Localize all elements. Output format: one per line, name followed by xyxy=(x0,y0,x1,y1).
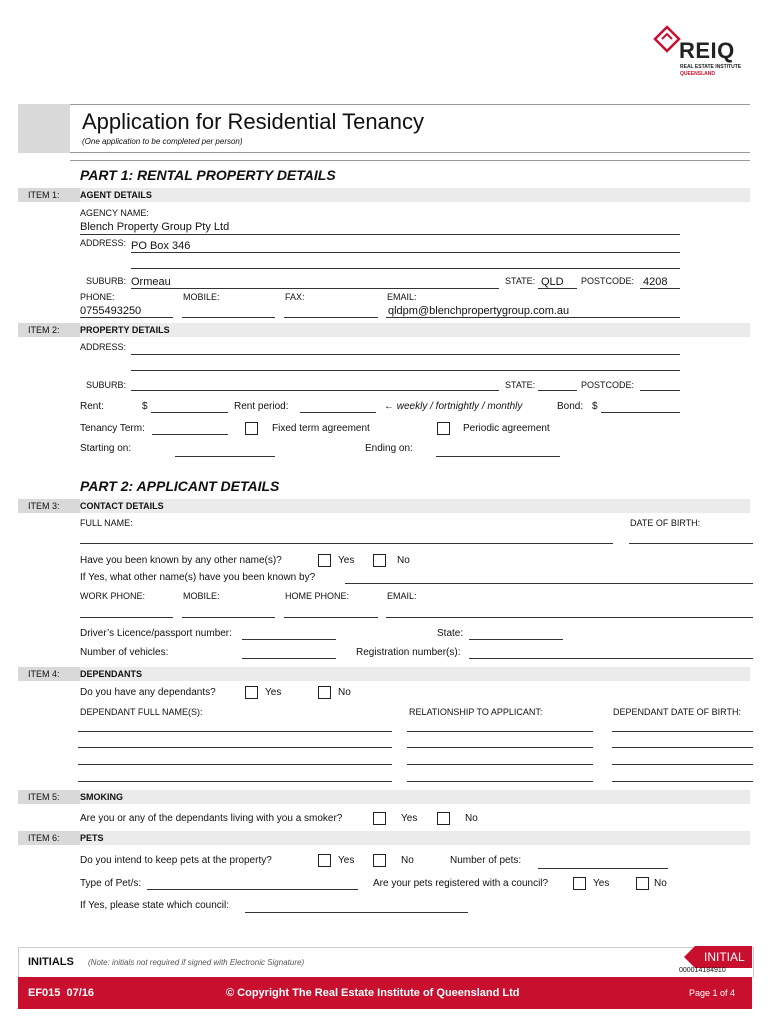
part1-heading: PART 1: RENTAL PROPERTY DETAILS xyxy=(80,167,336,183)
item6-label: ITEM 6: xyxy=(18,831,80,845)
pets-no-checkbox[interactable] xyxy=(373,854,386,867)
agency-name-value[interactable]: Blench Property Group Pty Ltd xyxy=(80,221,230,233)
rent-period-label: Rent period: xyxy=(234,401,289,412)
dependants-yes-checkbox[interactable] xyxy=(245,686,258,699)
dependant-dob-line[interactable] xyxy=(612,731,753,732)
smoking-yes-checkbox[interactable] xyxy=(373,812,386,825)
bond-line[interactable] xyxy=(601,412,680,413)
applicant-email-label: EMAIL: xyxy=(387,591,417,601)
pets-yes-checkbox[interactable] xyxy=(318,854,331,867)
registered-no-checkbox[interactable] xyxy=(636,877,649,890)
dependants-no-checkbox[interactable] xyxy=(318,686,331,699)
agency-name-line xyxy=(80,234,680,235)
property-suburb-label: SUBURB: xyxy=(86,380,127,390)
agent-email-label: EMAIL: xyxy=(387,292,417,302)
dependant-rel-line[interactable] xyxy=(407,781,593,782)
pets-yes-label: Yes xyxy=(338,855,355,866)
item1-label: ITEM 1: xyxy=(18,188,80,202)
dependant-relationship-col-label: RELATIONSHIP TO APPLICANT: xyxy=(409,707,543,717)
initials-note: (Note: initials not required if signed with Electronic Signature) xyxy=(88,958,305,967)
num-pets-label: Number of pets: xyxy=(450,855,522,866)
bond-currency: $ xyxy=(592,401,598,412)
property-suburb-line xyxy=(131,390,499,391)
council-line[interactable] xyxy=(245,912,468,913)
title-bottom-rule xyxy=(70,152,750,153)
rent-period-line[interactable] xyxy=(300,412,376,413)
known-other-yes-checkbox[interactable] xyxy=(318,554,331,567)
contact-details-bar: CONTACT DETAILS xyxy=(80,499,750,513)
dependant-name-line[interactable] xyxy=(78,764,392,765)
applicant-email-line[interactable] xyxy=(386,617,753,618)
title-double-rule xyxy=(70,160,750,161)
registration-line[interactable] xyxy=(469,658,753,659)
property-address-line2 xyxy=(131,370,680,371)
initials-label: INITIALS xyxy=(28,956,74,968)
pet-type-line[interactable] xyxy=(147,889,358,890)
vehicles-label: Number of vehicles: xyxy=(80,647,169,658)
agent-phone-line xyxy=(80,317,173,318)
title-top-rule xyxy=(70,104,750,105)
full-name-line[interactable] xyxy=(80,543,613,544)
agent-suburb-line xyxy=(131,288,499,289)
licence-state-label: State: xyxy=(437,628,464,639)
property-postcode-label: POSTCODE: xyxy=(581,380,635,390)
agent-email-line xyxy=(386,317,680,318)
periodic-label: Periodic agreement xyxy=(463,423,550,434)
item4-label: ITEM 4: xyxy=(18,667,80,681)
starting-on-line[interactable] xyxy=(175,456,275,457)
known-other-yes-label: Yes xyxy=(338,555,355,566)
logo-sub2: QUEENSLAND xyxy=(680,71,716,77)
pets-question: Do you intend to keep pets at the property? xyxy=(80,855,272,866)
agent-state-value[interactable]: QLD xyxy=(541,276,564,288)
work-phone-line[interactable] xyxy=(80,617,173,618)
num-pets-line[interactable] xyxy=(538,868,668,869)
dependant-dob-line[interactable] xyxy=(612,781,753,782)
vehicles-line[interactable] xyxy=(242,658,336,659)
dependants-bar: DEPENDANTS xyxy=(80,667,750,681)
property-postcode-line xyxy=(640,390,680,391)
dependants-no-label: No xyxy=(338,687,351,698)
pets-no-label: No xyxy=(401,855,414,866)
registered-no-label: No xyxy=(654,878,667,889)
known-other-no-checkbox[interactable] xyxy=(373,554,386,567)
pets-bar: PETS xyxy=(80,831,750,845)
other-names-question: If Yes, what other name(s) have you been known by? xyxy=(80,572,316,583)
tenancy-term-label: Tenancy Term: xyxy=(80,423,145,434)
initial-tab-label: INITIAL xyxy=(704,950,745,964)
property-state-label: STATE: xyxy=(505,380,536,390)
dependant-name-line[interactable] xyxy=(78,731,392,732)
logo-wordmark: REIQ xyxy=(679,38,735,63)
agent-address-line xyxy=(131,252,680,253)
council-label: If Yes, please state which council: xyxy=(80,900,229,911)
dependant-dob-line[interactable] xyxy=(612,764,753,765)
smoking-no-label: No xyxy=(465,813,478,824)
registration-label: Registration number(s): xyxy=(356,647,461,658)
dependant-rel-line[interactable] xyxy=(407,747,593,748)
agent-state-label: STATE: xyxy=(505,276,536,286)
dependants-question: Do you have any dependants? xyxy=(80,687,216,698)
dependants-yes-label: Yes xyxy=(265,687,282,698)
bond-label: Bond: xyxy=(557,401,584,412)
reiq-logo xyxy=(652,24,752,84)
smoking-no-checkbox[interactable] xyxy=(437,812,450,825)
licence-line[interactable] xyxy=(242,639,336,640)
property-state-line xyxy=(538,390,577,391)
home-phone-label: HOME PHONE: xyxy=(285,591,350,601)
agent-state-line xyxy=(538,288,577,289)
rent-line[interactable] xyxy=(151,412,228,413)
registered-yes-checkbox[interactable] xyxy=(573,877,586,890)
agent-details-bar: AGENT DETAILS xyxy=(80,188,750,202)
agent-email-value[interactable]: qldpm@blenchpropertygroup.com.au xyxy=(388,305,570,317)
home-phone-line[interactable] xyxy=(284,617,378,618)
full-name-label: FULL NAME: xyxy=(80,518,133,528)
dob-line[interactable] xyxy=(629,543,753,544)
agent-fax-line xyxy=(284,317,378,318)
part2-heading: PART 2: APPLICANT DETAILS xyxy=(80,478,280,494)
other-names-line[interactable] xyxy=(345,583,753,584)
dependant-dob-col-label: DEPENDANT DATE OF BIRTH: xyxy=(613,707,742,717)
agent-address-line2 xyxy=(131,268,680,269)
agent-mobile-label: MOBILE: xyxy=(183,292,220,302)
ending-on-line[interactable] xyxy=(436,456,560,457)
registered-yes-label: Yes xyxy=(593,878,610,889)
page-number: Page 1 of 4 xyxy=(689,988,736,998)
dob-label: DATE OF BIRTH: xyxy=(630,518,701,528)
agent-postcode-label: POSTCODE: xyxy=(581,276,635,286)
agent-suburb-label: SUBURB: xyxy=(86,276,127,286)
page-subtitle: (One application to be completed per person) xyxy=(82,137,243,146)
fixed-term-label: Fixed term agreement xyxy=(272,423,370,434)
smoking-yes-label: Yes xyxy=(401,813,418,824)
fixed-term-checkbox[interactable] xyxy=(245,422,258,435)
dependant-rel-line[interactable] xyxy=(407,764,593,765)
dependant-rel-line[interactable] xyxy=(407,731,593,732)
licence-state-line[interactable] xyxy=(469,639,563,640)
logo-sub1: REAL ESTATE INSTITUTE xyxy=(680,64,742,70)
agent-phone-value[interactable]: 0755493250 xyxy=(80,305,142,317)
form-code: EF015 07/16 xyxy=(28,987,95,999)
agent-postcode-line xyxy=(640,288,680,289)
reiq-diamond-icon xyxy=(652,24,682,54)
mobile-line[interactable] xyxy=(182,617,275,618)
rent-period-options: ← weekly / fortnightly / monthly xyxy=(384,401,523,412)
agent-address-label: ADDRESS: xyxy=(80,238,127,248)
agent-suburb-value[interactable]: Ormeau xyxy=(131,276,171,288)
property-address-line xyxy=(131,354,680,355)
document-number: 000014184910 xyxy=(679,967,726,974)
copyright-text: © Copyright The Real Estate Institute of Queensland Ltd xyxy=(226,987,520,999)
item3-label: ITEM 3: xyxy=(18,499,80,513)
agency-name-label: AGENCY NAME: xyxy=(80,208,149,218)
rent-currency: $ xyxy=(142,401,148,412)
starting-on-label: Starting on: xyxy=(80,443,132,454)
initial-tab[interactable] xyxy=(684,946,752,968)
known-other-no-label: No xyxy=(397,555,410,566)
item5-label: ITEM 5: xyxy=(18,790,80,804)
dependant-name-col-label: DEPENDANT FULL NAME(S): xyxy=(80,707,203,717)
agent-address-value[interactable]: PO Box 346 xyxy=(131,240,191,252)
dependant-dob-line[interactable] xyxy=(612,747,753,748)
smoking-bar: SMOKING xyxy=(80,790,750,804)
agent-postcode-value[interactable]: 4208 xyxy=(643,276,668,288)
dependant-name-line[interactable] xyxy=(78,747,392,748)
work-phone-label: WORK PHONE: xyxy=(80,591,146,601)
smoking-question: Are you or any of the dependants living with you a smoker? xyxy=(80,813,343,824)
pets-registered-question: Are your pets registered with a council? xyxy=(373,878,549,889)
ending-on-label: Ending on: xyxy=(365,443,413,454)
pet-type-label: Type of Pet/s: xyxy=(80,878,142,889)
page-title: Application for Residential Tenancy xyxy=(82,109,425,134)
agent-phone-label: PHONE: xyxy=(80,292,115,302)
licence-label: Driver’s Licence/passport number: xyxy=(80,628,232,639)
property-address-label: ADDRESS: xyxy=(80,342,127,352)
periodic-checkbox[interactable] xyxy=(437,422,450,435)
dependant-name-line[interactable] xyxy=(78,781,392,782)
mobile-label: MOBILE: xyxy=(183,591,220,601)
known-other-question: Have you been known by any other name(s)? xyxy=(80,555,282,566)
title-grey-box xyxy=(18,104,70,153)
property-details-bar: PROPERTY DETAILS xyxy=(80,323,750,337)
item2-label: ITEM 2: xyxy=(18,323,80,337)
agent-mobile-line xyxy=(182,317,275,318)
tenancy-term-line[interactable] xyxy=(152,434,228,435)
rent-label: Rent: xyxy=(80,401,104,412)
agent-fax-label: FAX: xyxy=(285,292,305,302)
